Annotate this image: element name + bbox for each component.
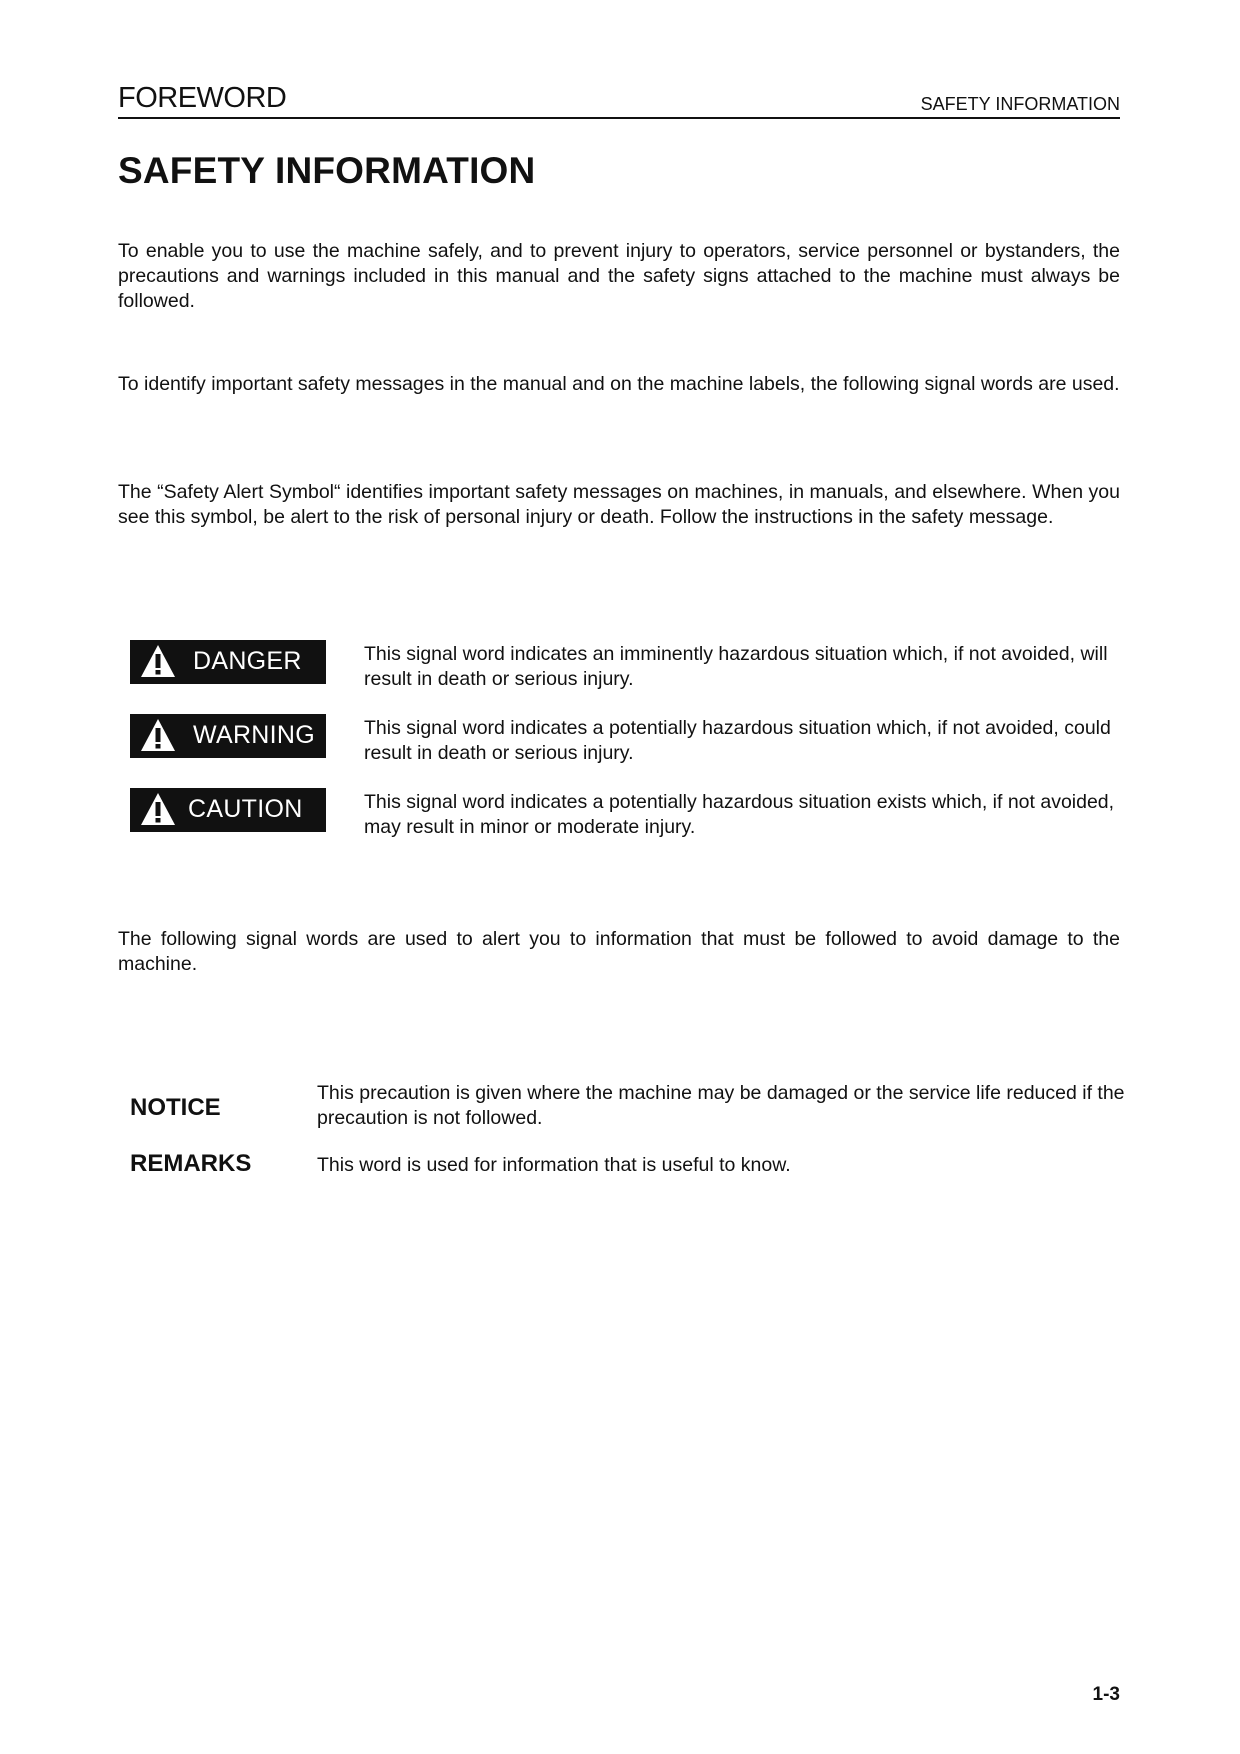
caution-description: This signal word indicates a potentially hazardous situation exists which, if not avoided, may result in minor or moderate injury. — [364, 791, 1115, 838]
warning-label: WARNING — [193, 721, 315, 749]
header-topic: SAFETY INFORMATION — [920, 94, 1120, 114]
remarks-description: This word is used for information that is useful to know. — [317, 1154, 791, 1176]
danger-label: DANGER — [193, 647, 302, 675]
warning-description: This signal word indicates a potentially hazardous situation which, if not avoided, could result in death or serious injury. — [364, 717, 1111, 764]
damage-paragraph: The following signal words are used to alert you to information that must be followed to avoid damage to the machine. — [118, 928, 1120, 975]
caution-badge — [130, 788, 326, 832]
danger-description: This signal word indicates an imminently hazardous situation which, if not avoided, will result in death or serious injury. — [364, 643, 1108, 690]
page-number: 1-3 — [1092, 1684, 1120, 1705]
header-divider — [118, 117, 1120, 119]
intro-paragraph: To enable you to use the machine safely, and to prevent injury to operators, service personnel or bystanders, the precautions and warnings included in this manual and the safety signs attached to the machine must always be followed. — [118, 240, 1120, 312]
alert-triangle-icon — [140, 644, 176, 678]
header-section-title: FOREWORD — [118, 82, 287, 114]
notice-description: This precaution is given where the machine may be damaged or the service life reduced if the precaution is not followed. — [317, 1082, 1125, 1129]
remarks-label: REMARKS — [130, 1150, 252, 1177]
alert-triangle-icon — [140, 792, 176, 826]
caution-label: CAUTION — [188, 795, 303, 823]
safety-alert-symbol-paragraph: The “Safety Alert Symbol“ identifies important safety messages on machines, in manuals, and elsewhere. When you see this symbol, be alert to the risk of personal injury or death. Follow the instructions in the safety message. — [118, 481, 1120, 528]
page-title: SAFETY INFORMATION — [118, 150, 536, 191]
danger-badge — [130, 640, 326, 684]
warning-badge — [130, 714, 326, 758]
alert-triangle-icon — [140, 718, 176, 752]
notice-label: NOTICE — [130, 1094, 221, 1121]
signal-words-paragraph: To identify important safety messages in the manual and on the machine labels, the following signal words are used. — [118, 373, 1120, 395]
